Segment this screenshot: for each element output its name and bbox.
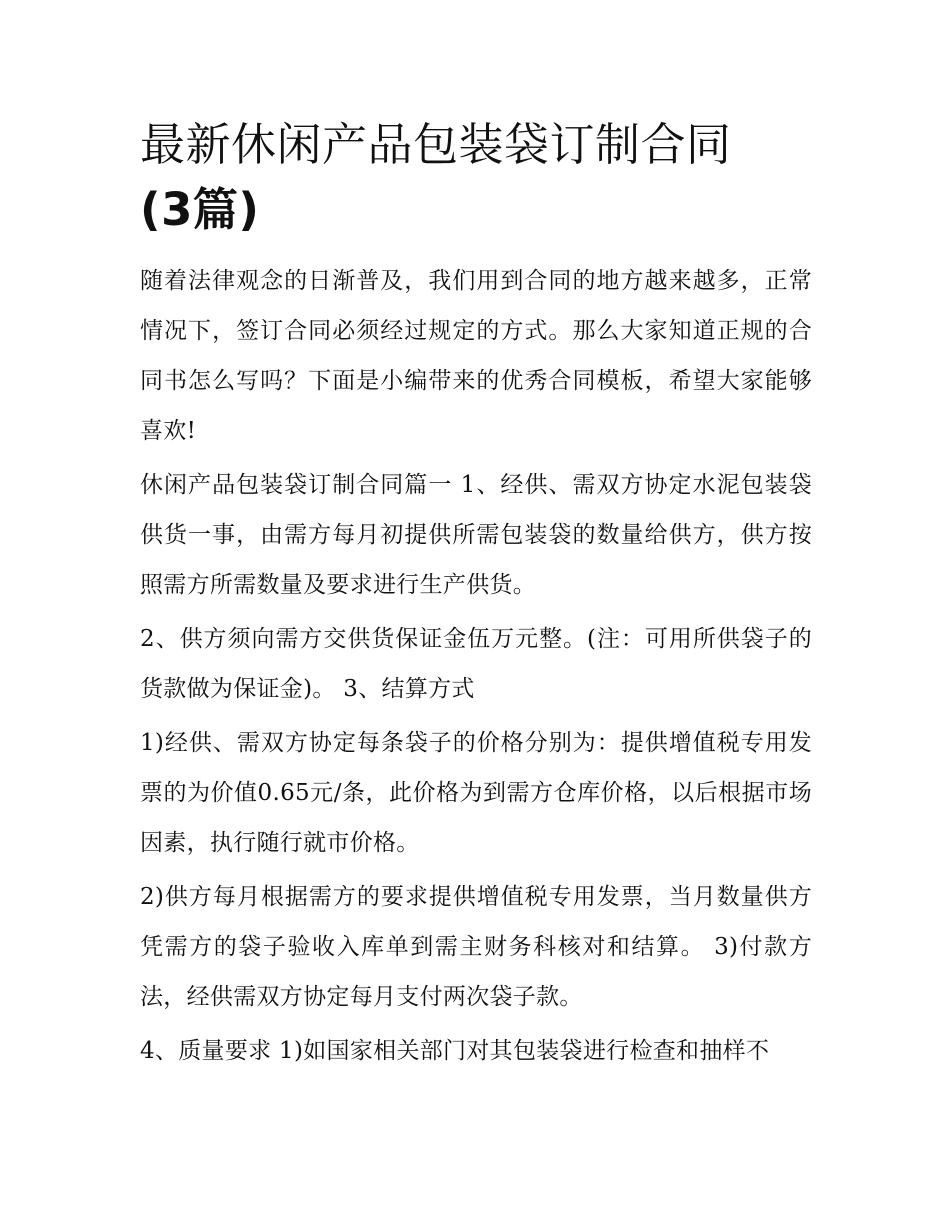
document-content (140, 112, 812, 1080)
document-title-line1: 最新休闲产品包装袋订制合同 (140, 118, 732, 171)
document-body (140, 256, 812, 1076)
paragraph-clause-3-2: 2)供方每月根据需方的要求提供增值税专用发票，当月数量供方凭需方的袋子验收入库单到需主财务科核对和结算。 3)付款方法，经供需双方协定每月支付两次袋子款。 (140, 884, 812, 1010)
document-title-line2: (3篇) (140, 183, 260, 236)
paragraph-clause-3-1: 1)经供、需双方协定每条袋子的价格分别为：提供增值税专用发票的为价值0.65元/条，此价格为到需方仓库价格，以后根据市场因素，执行随行就市价格。 (140, 730, 812, 856)
paragraph-clause-1: 休闲产品包装袋订制合同篇一 1、经供、需双方协定水泥包装袋供货一事，由需方每月初提供所需包装袋的数量给供方，供方按照需方所需数量及要求进行生产供货。 (140, 472, 812, 598)
document-title (140, 112, 812, 242)
paragraph-clause-4: 4、质量要求 1)如国家相关部门对其包装袋进行检查和抽样不 (140, 1038, 770, 1064)
paragraph-intro: 随着法律观念的日渐普及，我们用到合同的地方越来越多，正常情况下，签订合同必须经过规定的方式。那么大家知道正规的合同书怎么写吗？下面是小编带来的优秀合同模板，希望大家能够喜欢! (140, 268, 812, 444)
paragraph-clause-2: 2、供方须向需方交供货保证金伍万元整。(注：可用所供袋子的货款做为保证金)。 3、结算方式 (140, 626, 812, 702)
